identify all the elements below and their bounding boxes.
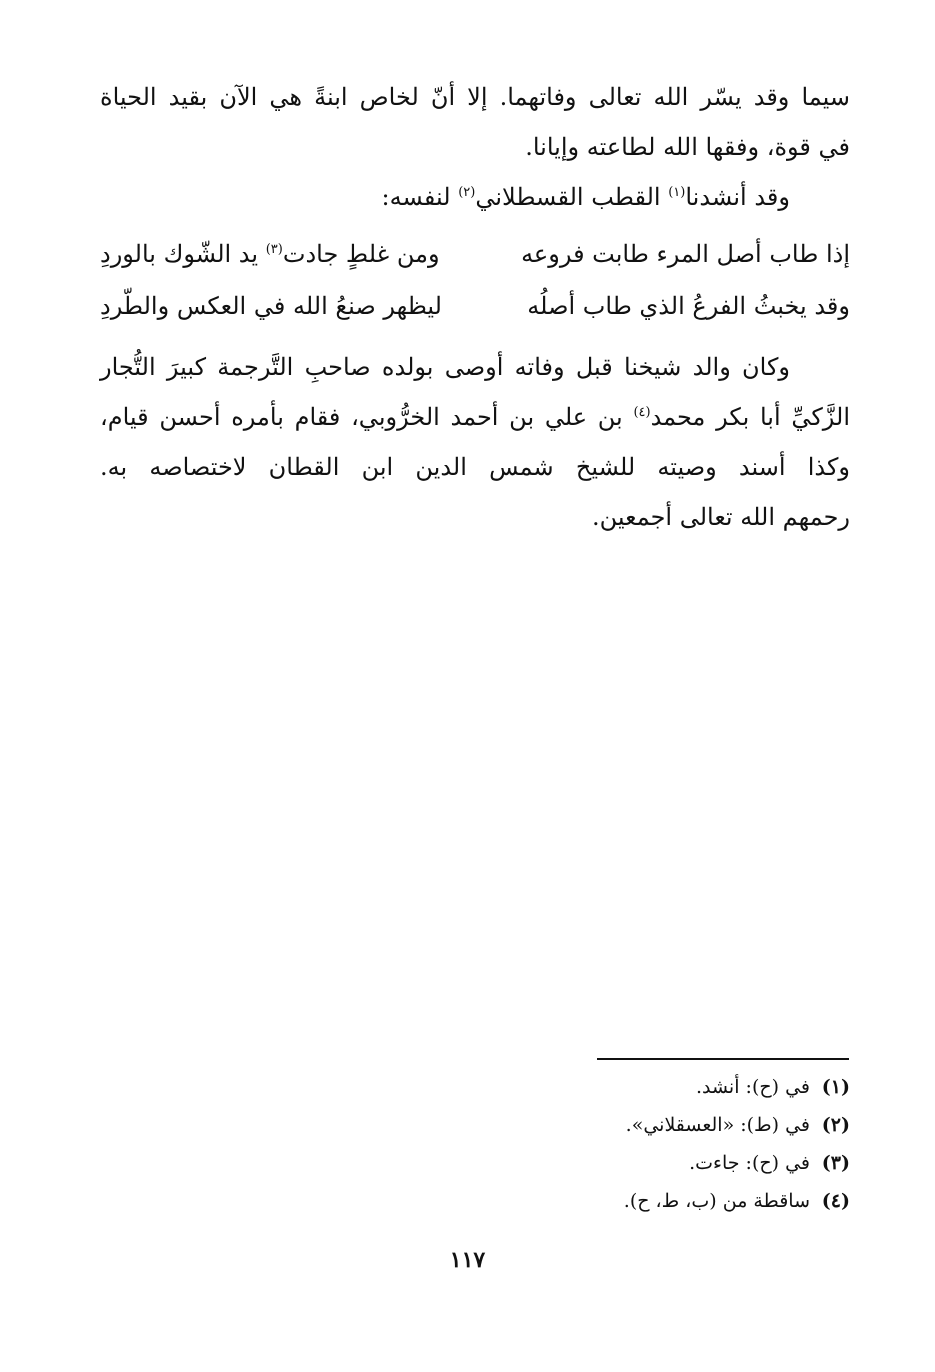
- paragraph-2-line-3: وكذا أسند وصيته للشيخ شمس الدين ابن القطان لاختصاصه به.: [100, 453, 850, 481]
- footnote-4-text: ساقطة من (ب، ط، ح).: [623, 1190, 810, 1212]
- footnote-2: [400, 1106, 850, 1144]
- paragraph-2: [100, 342, 850, 542]
- footnote-1-number: (١): [821, 1076, 850, 1098]
- verse-1-second-after: يد الشّوك بالوردِ: [100, 240, 266, 268]
- footnotes: [400, 1068, 850, 1220]
- verse-2-second-hemistich: ليظهر صنعُ الله في العكس والطّردِ: [100, 292, 442, 320]
- paragraph-1-line-2: في قوة، وفقها الله لطاعته وإيانا.: [525, 133, 850, 161]
- paragraph-2-line-2-after: بن علي بن أحمد الخرُّوبي، فقام بأمره أحسن قيام،: [100, 403, 634, 431]
- footnote-2-number: (٢): [821, 1114, 850, 1136]
- poem: [100, 228, 850, 332]
- footnote-ref-4: (٤): [633, 405, 651, 420]
- verse-1-second-hemistich: [100, 240, 455, 268]
- paragraph-2-line-2: [100, 392, 850, 442]
- footnote-3-number: (٣): [821, 1152, 850, 1174]
- footnote-3: [400, 1144, 850, 1182]
- footnote-1-text: في (ح): أنشد.: [695, 1076, 810, 1098]
- footnote-4-number: (٤): [821, 1190, 850, 1212]
- paragraph-2-line-2-before: الزَّكيِّ أبا بكر محمد: [650, 403, 850, 431]
- footnote-ref-1: (١): [668, 185, 686, 200]
- paragraph-1: [100, 72, 850, 222]
- poem-intro-before: وقد أنشدنا: [685, 183, 790, 211]
- footnote-ref-2: (٢): [458, 185, 476, 200]
- page-number: ١١٧: [449, 1247, 486, 1273]
- paragraph-2-line-1: وكان والد شيخنا قبل وفاته أوصى بولده صاحبِ التَّرجمة كبيرَ التُّجار: [100, 353, 790, 381]
- paragraph-2-line-4: رحمهم الله تعالى أجمعين.: [592, 503, 850, 531]
- footnote-ref-3: (٣): [265, 242, 283, 257]
- footnote-2-text: في (ط): «العسقلاني».: [625, 1114, 810, 1136]
- footnote-separator: [597, 1058, 849, 1060]
- footnote-4: [400, 1182, 850, 1220]
- poem-intro-middle: القطب القسطلاني: [475, 183, 669, 211]
- verse-1-first-hemistich: إذا طاب أصل المرء طابت فروعه: [521, 240, 850, 268]
- verse-1-second-before: ومن غلطٍ جادت: [282, 240, 440, 268]
- footnote-1: [400, 1068, 850, 1106]
- poem-verse-2: [100, 280, 850, 332]
- paragraph-1-line-1: سيما وقد يسّر الله تعالى وفاتهما. إلا أنّ لخاص ابنةً هي الآن بقيد الحياة: [100, 83, 850, 111]
- verse-2-first-hemistich: وقد يخبثُ الفرعُ الذي طاب أصلُه: [527, 292, 850, 320]
- poem-intro-after: لنفسه:: [381, 183, 459, 211]
- footnote-3-text: في (ح): جاءت.: [689, 1152, 810, 1174]
- poem-intro: [100, 172, 850, 222]
- poem-verse-1: [100, 228, 850, 280]
